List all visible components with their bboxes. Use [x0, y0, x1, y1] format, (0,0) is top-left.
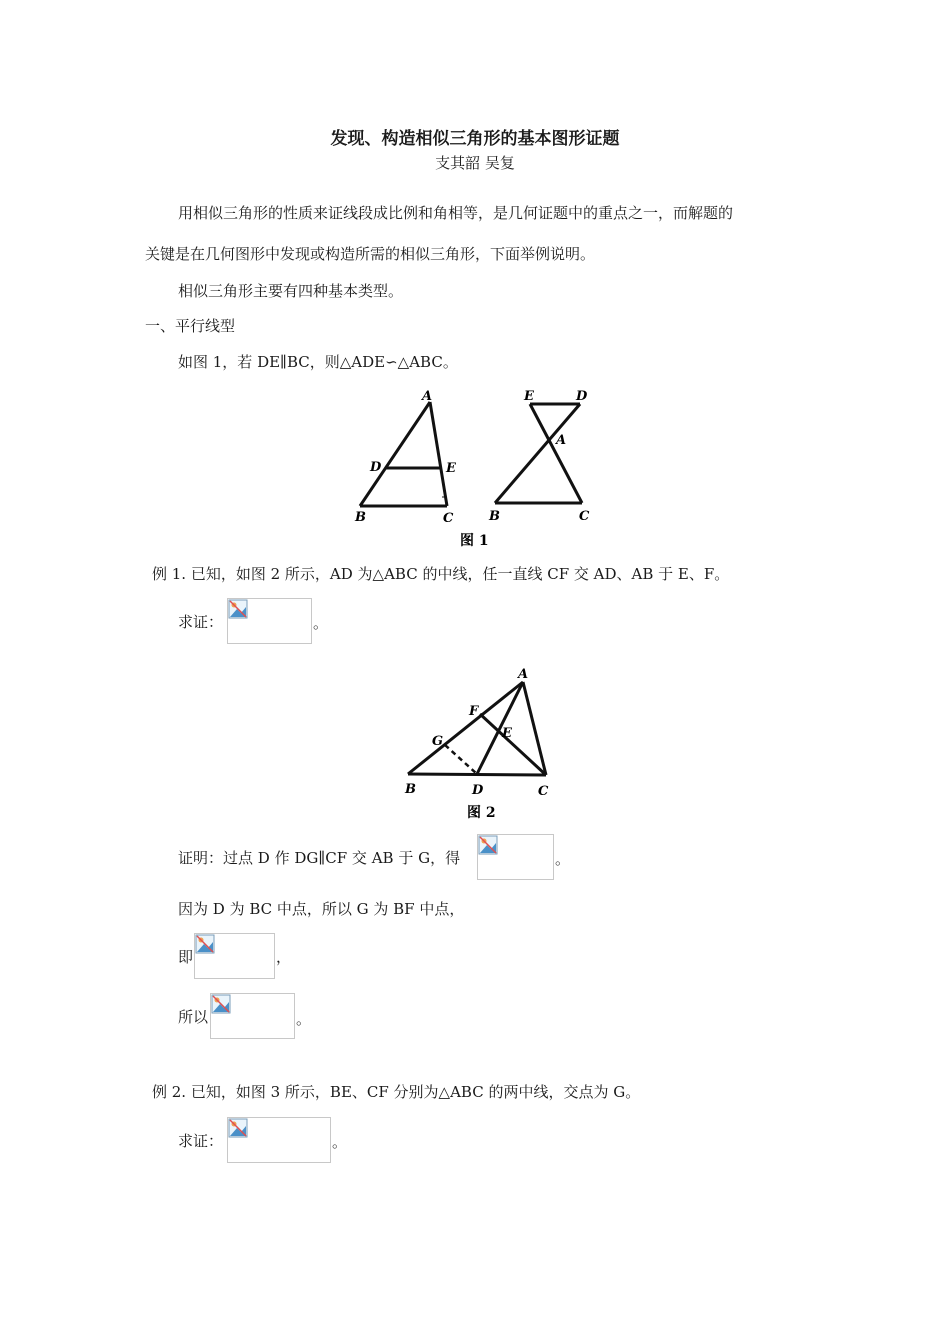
label-C: C — [538, 784, 549, 799]
label-D: D — [472, 783, 484, 798]
example-2-prove-end: 。 — [332, 1133, 348, 1151]
label-left-E: E — [446, 461, 456, 476]
example-2-prove-label: 求证： — [178, 1132, 224, 1150]
label-left-B: B — [355, 510, 366, 525]
label-right-A: A — [556, 433, 567, 448]
label-left-A: A — [422, 389, 433, 404]
label-right-D: D — [576, 389, 588, 404]
example-2-statement: 例 2. 已知，如图 3 所示，BE、CF 分别为△ABC 的两中线，交点为 G。 — [152, 1083, 641, 1101]
figure-2-drawing — [395, 660, 565, 825]
label-F: F — [469, 704, 479, 719]
page-title: 发现、构造相似三角形的基本图形证题 — [330, 129, 620, 149]
figure-1 — [350, 385, 600, 550]
label-right-B: B — [489, 509, 500, 524]
figure-2-caption: 图 2 — [467, 805, 496, 821]
example-1-prove-label: 求证： — [178, 613, 224, 631]
intro-line-2: 关键是在几何图形中发现或构造所需的相似三角形，下面举例说明。 — [145, 245, 596, 263]
label-G: G — [432, 734, 444, 749]
label-left-D: D — [370, 460, 382, 475]
example-1-statement: 例 1. 已知，如图 2 所示，AD 为△ABC 的中线，任一直线 CF 交 AD、AB 于 E、F。 — [152, 565, 730, 583]
proof-line-2: 因为 D 为 BC 中点，所以 G 为 BF 中点， — [178, 900, 465, 918]
label-right-C: C — [579, 509, 590, 524]
figure-2 — [395, 660, 565, 825]
broken-image-icon — [228, 1118, 248, 1138]
fig1-statement: 如图 1，若 DE∥BC，则△ADE∽△ABC。 — [178, 353, 458, 371]
types-line: 相似三角形主要有四种基本类型。 — [178, 282, 404, 300]
proof-line-1-end: 。 — [555, 850, 571, 868]
section-heading-parallel: 一、平行线型 — [145, 317, 236, 335]
broken-image-icon — [195, 934, 215, 954]
side-AC — [523, 682, 546, 775]
dashed-DG — [445, 745, 477, 774]
broken-image-icon — [478, 835, 498, 855]
figure-1-drawing — [350, 385, 600, 550]
label-E: E — [502, 726, 512, 741]
broken-image-icon — [228, 599, 248, 619]
left-side-AB — [360, 402, 430, 506]
line-CF — [480, 714, 546, 775]
example-1-prove-end: 。 — [313, 614, 329, 632]
label-left-C: C — [443, 511, 454, 526]
left-side-AC — [430, 402, 447, 506]
label-B: B — [405, 782, 416, 797]
authors: 支其韶 吴复 — [435, 154, 515, 172]
formula-image-placeholder — [227, 1117, 331, 1163]
formula-image-placeholder — [477, 834, 554, 880]
formula-image-placeholder — [227, 598, 312, 644]
intro-line-1: 用相似三角形的性质来证线段成比例和角相等，是几何证题中的重点之一，而解题的 — [178, 204, 734, 222]
figure-1-caption: 图 1 — [460, 533, 489, 549]
proof-line-3: 即 — [178, 948, 194, 966]
median-AD — [477, 682, 523, 774]
label-A: A — [518, 667, 529, 682]
proof-line-3-end: ， — [276, 948, 292, 966]
base-BC — [408, 774, 546, 775]
label-right-E: E — [524, 389, 534, 404]
formula-image-placeholder — [210, 993, 295, 1039]
proof-line-4-end: 。 — [296, 1010, 312, 1028]
proof-line-4: 所以 — [178, 1008, 209, 1026]
proof-line-1: 证明：过点 D 作 DG∥CF 交 AB 于 G，得 — [178, 849, 461, 867]
formula-image-placeholder — [194, 933, 275, 979]
broken-image-icon — [211, 994, 231, 1014]
